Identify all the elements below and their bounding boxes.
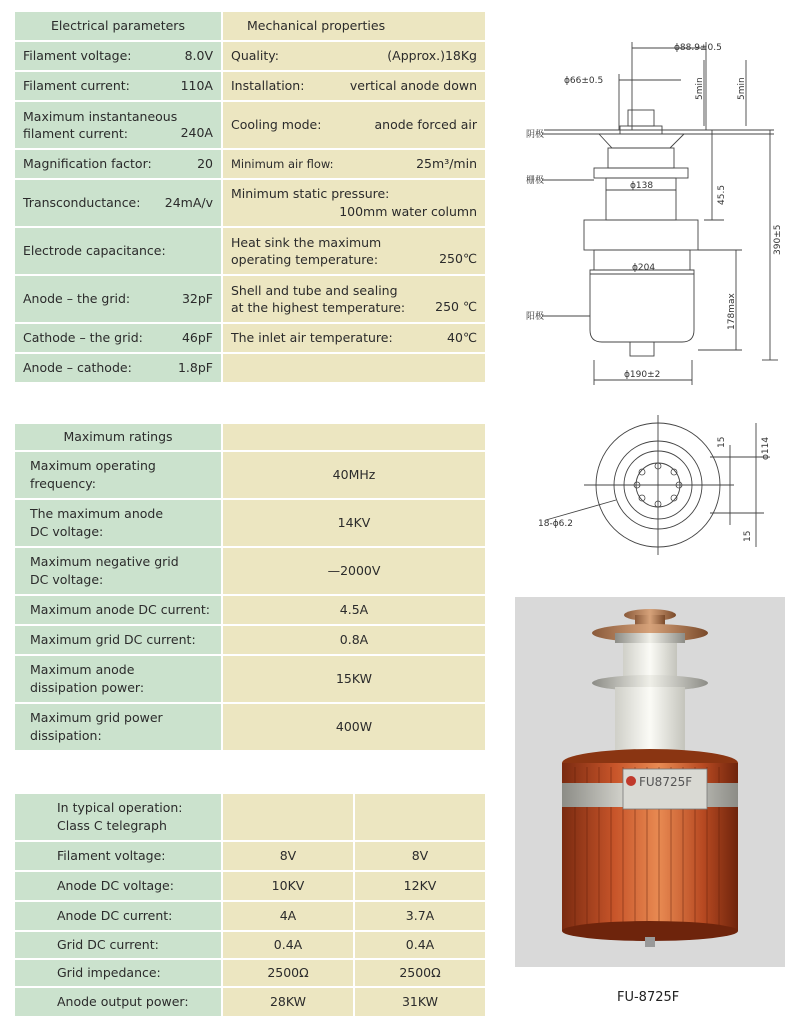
ratings-label-line1: Maximum operating [30, 458, 156, 473]
elec-value: 46pF [181, 330, 213, 345]
ratings-value [223, 500, 485, 546]
ratings-label-text [30, 709, 163, 745]
typical-value-1 [223, 932, 353, 958]
photo-caption: FU-8725F [617, 990, 680, 1005]
typical-value-2 [355, 960, 485, 986]
ratings-value-text: 400W [335, 719, 373, 734]
ratings-label-text: Maximum grid DC current: [30, 632, 196, 647]
ratings-value-text: 14KV [337, 515, 371, 530]
dim-114: ϕ114 [761, 436, 771, 460]
typical-value-2 [355, 872, 485, 900]
technical-drawing [524, 30, 794, 555]
ratings-value [223, 452, 485, 498]
typical-value-text: 8V [279, 848, 297, 863]
typical-value-1 [223, 988, 353, 1016]
dim-15-b: 15 [743, 530, 753, 542]
mech-label: Cooling mode: [231, 117, 322, 132]
typical-value-2 [355, 932, 485, 958]
mech-value: (Approx.)18Kg [387, 48, 477, 63]
mech-row [223, 42, 485, 70]
mech-label-line1: Heat sink the maximum [231, 235, 382, 250]
ratings-header [15, 424, 221, 450]
mech-value: 100mm water column [339, 204, 477, 219]
elec-label: Filament voltage: [23, 48, 132, 63]
elec-label [23, 108, 177, 142]
elec-label: Magnification factor: [23, 156, 152, 171]
typical-label [15, 902, 221, 930]
elec-label: Transconductance: [23, 195, 141, 210]
ratings-label-line1: Maximum grid power [30, 710, 163, 725]
ratings-label [15, 500, 221, 546]
mech-label [231, 282, 405, 316]
mech-label: Installation: [231, 78, 305, 93]
typical-value-1 [223, 960, 353, 986]
ratings-label [15, 626, 221, 654]
ratings-label-text [30, 661, 144, 697]
ratings-label-line1: Maximum negative grid [30, 554, 179, 569]
ratings-label-text [30, 553, 179, 589]
dim-holes: 18-ϕ6.2 [538, 519, 573, 529]
ratings-value-text: 0.8A [339, 632, 369, 647]
mech-row [223, 72, 485, 100]
ratings-label-line2: dissipation: [30, 728, 102, 743]
electrical-header [15, 12, 221, 40]
typical-value-1 [223, 902, 353, 930]
elec-label-line1: Maximum instantaneous [23, 109, 178, 124]
elec-label: Anode – cathode: [23, 360, 132, 375]
typical-header [15, 794, 221, 840]
typical-label-text: Anode DC voltage: [57, 878, 174, 893]
typical-value-text: 28KW [269, 994, 307, 1009]
ratings-label-text [30, 505, 163, 541]
dim-204: ϕ204 [632, 263, 656, 273]
dim-88-9: ϕ88.9±0.5 [674, 43, 722, 53]
ratings-header-blank [223, 424, 485, 450]
elec-value: 20 [197, 156, 213, 171]
typical-value-text: 4A [279, 908, 297, 923]
mech-value: vertical anode down [349, 78, 477, 93]
ratings-header-text: Maximum ratings [63, 429, 173, 444]
label-anode: 阳极 [526, 312, 545, 322]
typical-label [15, 842, 221, 870]
dim-45-5: 45.5 [717, 184, 727, 205]
mech-row [223, 324, 485, 352]
ratings-label-line2: DC voltage: [30, 572, 104, 587]
typical-value-1 [223, 872, 353, 900]
dim-5min-b: 5min [737, 77, 747, 100]
mech-value: 250℃ [439, 251, 477, 266]
typical-header-line1: In typical operation: [57, 800, 183, 815]
elec-value: 24mA/v [164, 195, 213, 210]
mechanical-header-text: Mechanical properties [247, 18, 386, 33]
typical-value-1 [223, 842, 353, 870]
elec-value: 1.8pF [177, 360, 213, 375]
mech-row [223, 276, 485, 322]
elec-row [15, 324, 221, 352]
elec-row [15, 180, 221, 226]
mech-value: 25m³/min [416, 156, 477, 171]
ratings-label [15, 452, 221, 498]
elec-label: Anode – the grid: [23, 291, 131, 306]
ratings-value-text: 15KW [335, 671, 373, 686]
ratings-value-text: 4.5A [339, 602, 369, 617]
elec-value: 110A [180, 78, 213, 93]
mech-value: 250 ℃ [435, 299, 477, 314]
ratings-value [223, 596, 485, 624]
mech-value: anode forced air [374, 117, 477, 132]
elec-row [15, 354, 221, 382]
mech-row [223, 228, 485, 274]
elec-value: 8.0V [184, 48, 213, 63]
mech-label-line1: Shell and tube and sealing [231, 283, 398, 298]
typical-label-text: Anode DC current: [57, 908, 173, 923]
ratings-label [15, 656, 221, 702]
elec-row [15, 72, 221, 100]
mech-empty-cell [223, 354, 485, 382]
ratings-label-line1: The maximum anode [30, 506, 164, 521]
elec-label-line2: filament current: [23, 126, 128, 141]
typical-label-text: Anode output power: [57, 994, 189, 1009]
typical-header-text [57, 799, 183, 835]
ratings-label-line2: dissipation power: [30, 680, 145, 695]
mech-label-line2: operating temperature: [231, 252, 379, 267]
elec-row [15, 42, 221, 70]
typical-value-text: 31KW [401, 994, 439, 1009]
dim-5min-a: 5min [695, 77, 705, 100]
ratings-value [223, 626, 485, 654]
label-cathode: 阴极 [526, 130, 545, 140]
ratings-label-line2: DC voltage: [30, 524, 104, 539]
ratings-value [223, 704, 485, 750]
typical-label [15, 932, 221, 958]
typical-label-text: Grid DC current: [57, 937, 159, 952]
dim-15-a: 15 [717, 436, 727, 448]
mech-row [223, 180, 485, 226]
dim-66: ϕ66±0.5 [564, 76, 604, 86]
elec-label: Cathode – the grid: [23, 330, 143, 345]
typical-label [15, 872, 221, 900]
typical-label-text: Filament voltage: [57, 848, 166, 863]
mech-row [223, 150, 485, 178]
tube-label-text: FU8725F [639, 775, 693, 789]
mech-label: The inlet air temperature: [231, 330, 393, 345]
mech-label [231, 234, 381, 268]
typical-value-text: 0.4A [273, 937, 303, 952]
dim-178: 178max [727, 293, 737, 330]
elec-row [15, 150, 221, 178]
typical-value-2 [355, 842, 485, 870]
mechanical-header [223, 12, 485, 40]
typical-header-blank [355, 794, 485, 840]
typical-value-text: 12KV [403, 878, 437, 893]
ratings-value-text: —2000V [327, 563, 381, 578]
typical-value-2 [355, 902, 485, 930]
typical-header-blank [223, 794, 353, 840]
dim-390: 390±5 [773, 224, 783, 255]
typical-value-text: 0.4A [405, 937, 435, 952]
typical-value-text: 8V [411, 848, 429, 863]
ratings-value [223, 656, 485, 702]
dim-190: ϕ190±2 [624, 370, 661, 380]
elec-label: Filament current: [23, 78, 130, 93]
ratings-label [15, 548, 221, 594]
typical-label-text: Grid impedance: [57, 965, 161, 980]
typical-label [15, 988, 221, 1016]
ratings-label [15, 596, 221, 624]
elec-row [15, 228, 221, 274]
ratings-label [15, 704, 221, 750]
ratings-label-line2: frequency: [30, 476, 96, 491]
dim-138: ϕ138 [630, 181, 654, 191]
vacuum-tube-image [515, 597, 785, 967]
ratings-value-text: 40MHz [332, 467, 376, 482]
mech-label: Quality: [231, 48, 279, 63]
elec-row [15, 102, 221, 148]
mech-label-line2: at the highest temperature: [231, 300, 406, 315]
mech-value: 40℃ [447, 330, 477, 345]
mech-label: Minimum air flow: [231, 157, 334, 171]
ratings-label-text: Maximum anode DC current: [30, 602, 211, 617]
typical-value-2 [355, 988, 485, 1016]
typical-value-text: 2500Ω [399, 965, 441, 980]
elec-row [15, 276, 221, 322]
mech-label: Minimum static pressure: [231, 186, 390, 201]
label-grid: 栅极 [526, 176, 545, 186]
ratings-label-text [30, 457, 156, 493]
elec-label: Electrode capacitance: [23, 243, 166, 258]
mech-row [223, 102, 485, 148]
ratings-label-line1: Maximum anode [30, 662, 135, 677]
typical-label [15, 960, 221, 986]
typical-value-text: 2500Ω [267, 965, 309, 980]
typical-value-text: 10KV [271, 878, 305, 893]
electrical-header-text: Electrical parameters [51, 18, 185, 33]
typical-header-line2: Class C telegraph [57, 818, 167, 833]
product-photo [515, 597, 785, 967]
typical-value-text: 3.7A [405, 908, 435, 923]
elec-value: 32pF [181, 291, 213, 306]
ratings-value [223, 548, 485, 594]
elec-value: 240A [180, 125, 213, 140]
